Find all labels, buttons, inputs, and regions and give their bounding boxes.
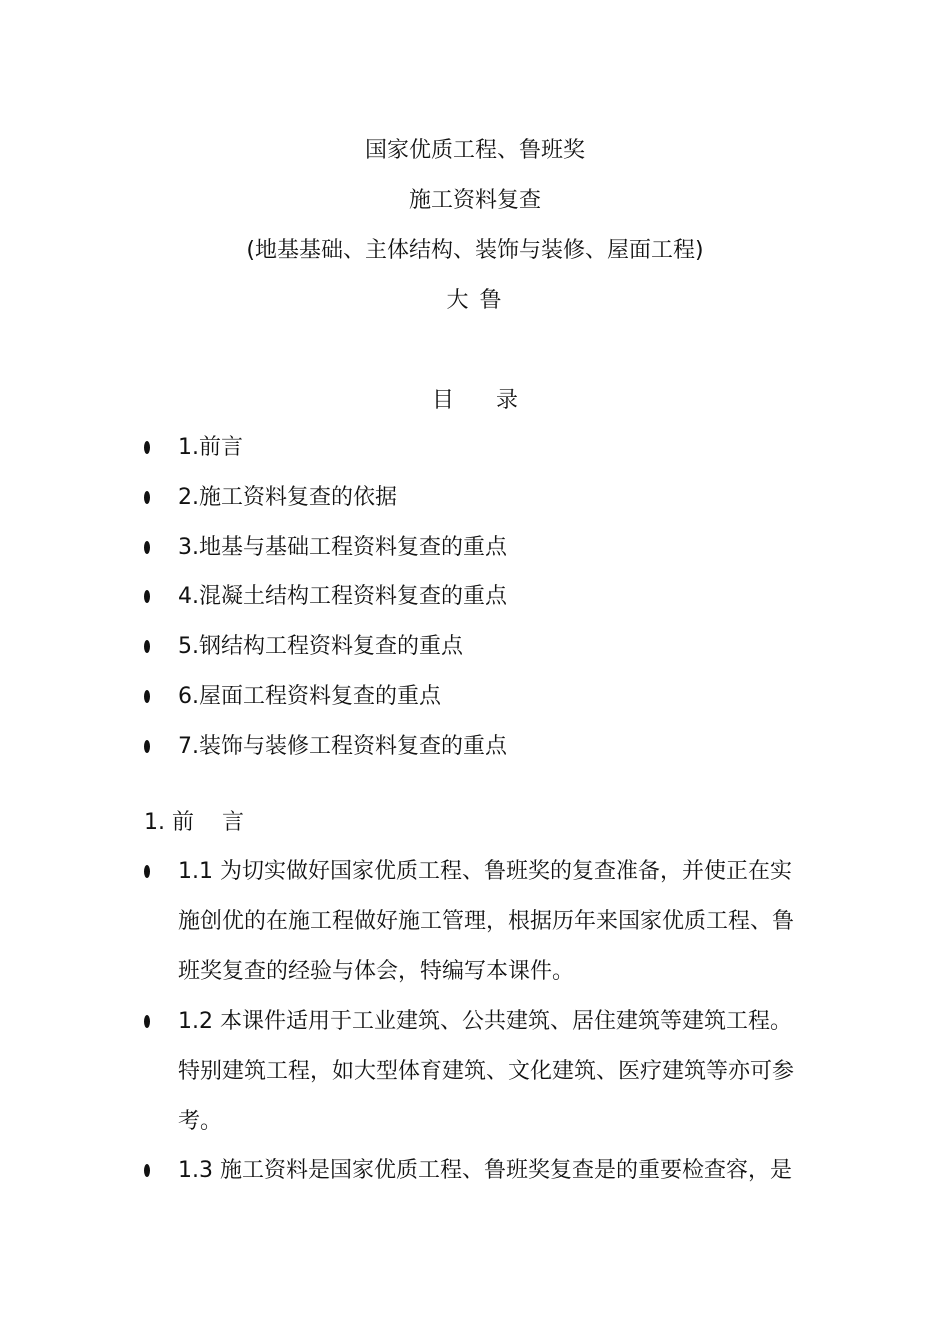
toc-item-label: 5.钢结构工程资料复查的重点 xyxy=(178,634,463,660)
document-scope: (地基基础、主体结构、装饰与装修、屋面工程) xyxy=(246,238,704,263)
section-heading: 1. 前 言 xyxy=(144,810,244,835)
toc-item-label: 2.施工资料复查的依据 xyxy=(178,484,397,510)
bullet-icon xyxy=(144,640,150,653)
paragraph-line: 1.1 为切实做好国家优质工程、鲁班奖的复查准备，并使正在实 xyxy=(178,859,792,884)
bullet-icon xyxy=(144,740,150,753)
toc-item xyxy=(0,483,950,533)
paragraph-line: 1.2 本课件适用于工业建筑、公共建筑、居住建筑等建筑工程。 xyxy=(178,1009,792,1034)
paragraph-line: 施创优的在施工程做好施工管理，根据历年来国家优质工程、鲁 xyxy=(178,909,795,934)
bullet-icon xyxy=(144,541,150,554)
paragraph-line: 考。 xyxy=(178,1109,223,1134)
bullet-icon xyxy=(144,590,150,603)
toc-item-label: 1.前言 xyxy=(178,435,243,460)
document-title: 国家优质工程、鲁班奖 xyxy=(364,138,585,163)
toc-item-label: 3.地基与基础工程资料复查的重点 xyxy=(178,534,507,560)
paragraph-line: 特别建筑工程，如大型体育建筑、文化建筑、医疗建筑等亦可参 xyxy=(178,1059,795,1084)
bullet-icon xyxy=(144,865,150,878)
bullet-icon xyxy=(144,1015,150,1028)
toc-item xyxy=(0,682,950,732)
toc-item xyxy=(0,632,950,682)
bullet-icon xyxy=(144,491,150,504)
toc-heading: 目 录 xyxy=(432,388,518,413)
toc-item-label: 7.装饰与装修工程资料复查的重点 xyxy=(178,733,507,759)
toc-item xyxy=(0,433,950,483)
toc-list xyxy=(0,433,950,782)
paragraph-line: 1.3 施工资料是国家优质工程、鲁班奖复查是的重要检查容，是 xyxy=(178,1158,792,1183)
toc-item-label: 6.屋面工程资料复查的重点 xyxy=(178,683,441,709)
bullet-icon xyxy=(144,441,150,454)
bullet-icon xyxy=(144,690,150,703)
paragraph-text xyxy=(178,1007,808,1157)
toc-item xyxy=(0,732,950,782)
document-author: 大 鲁 xyxy=(446,288,504,313)
toc-item xyxy=(0,582,950,632)
toc-item-label: 4.混凝土结构工程资料复查的重点 xyxy=(178,584,507,610)
paragraph-text xyxy=(178,1156,808,1206)
paragraph-line: 班奖复查的经验与体会，特编写本课件。 xyxy=(178,959,575,984)
toc-item xyxy=(0,533,950,583)
paragraph-text xyxy=(178,857,808,1007)
document-subtitle: 施工资料复查 xyxy=(408,188,541,213)
bullet-icon xyxy=(144,1164,150,1177)
